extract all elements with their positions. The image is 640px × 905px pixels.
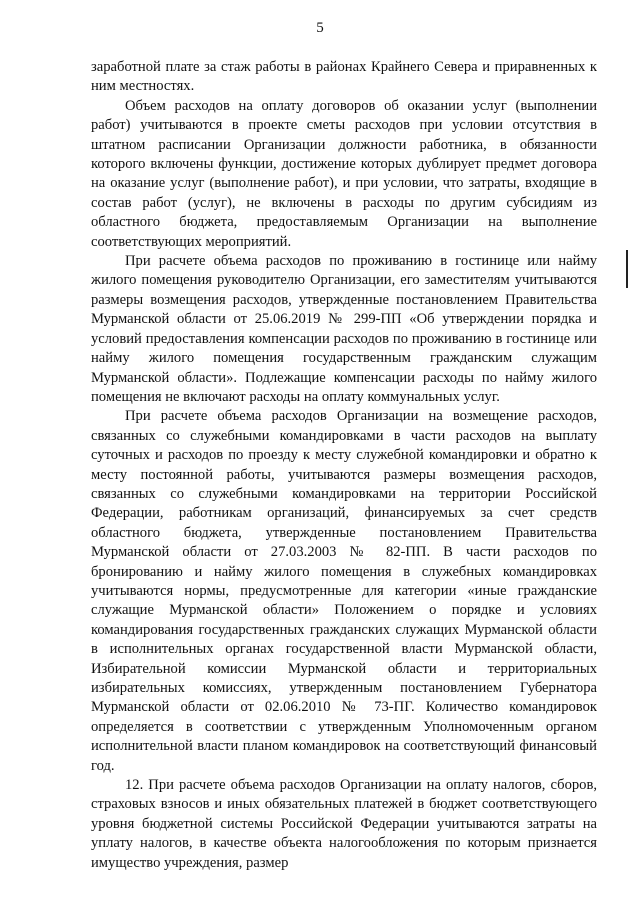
paragraph: 12. При расчете объема расходов Организации на оплату налогов, сборов, страховых взносов и иных обязательных платежей в бюджет соответствующего уровня бюджетной системы Российской Федерации учитываются затраты на уплату налогов, в качестве объекта налогообложения по которым признается имущество учреждения, размер [91, 777, 597, 871]
paragraph: При расчете объема расходов по проживанию в гостинице или найму жилого помещения руководителю Организации, его заместителям учитываются размеры возмещения расходов, утвержденные постановлением Правительства Мурманской области от 25.06.2019 № 299-ПП «Об утверждении порядка и условий предоставления компенсации расходов по проживанию в гостинице или найму жилого помещения государственным гражданским служащим Мурманской области». Подлежащие компенсации расходы по найму жилого помещения не включают расходы на оплату коммунальных услуг. [91, 253, 597, 405]
document-body [91, 58, 597, 873]
paragraph: Объем расходов на оплату договоров об оказании услуг (выполнении работ) учитываются в проекте сметы расходов при условии отсутствия в штатном расписании Организации должности работника, в обязанности которого включены функции, достижение которых дублирует предмет договора на оказание услуг (выполнение работ), и при условии, что затраты, входящие в состав работ (услуг), не включены в расходы по другим субсидиям из областного бюджета, предоставляемым Организации на выполнение соответствующих мероприятий. [91, 97, 597, 250]
paragraph: При расчете объема расходов Организации на возмещение расходов, связанных со служебными командировками в части расходов на выплату суточных и расходов по проезду к месту служебной командировки и обратно к месту постоянной работы, учитываются размеры возмещения расходов, связанных со служебными командировками на территории Российской Федерации, работникам организаций, финансируемых за счет средств областного бюджета, утвержденные постановлением Правительства Мурманской области от 27.03.2003 № 82-ПП. В части расходов по бронированию и найму жилого помещения в служебных командировках учитываются нормы, предусмотренные для категории «иные гражданские служащие Мурманской области» Положением о порядке и условиях командирования государственных гражданских служащих Мурманской области в исполнительных органах государственной власти Мурманской области, Избирательной комиссии Мурманской области и территориальных избирательных комиссиях, утвержденным постановлением Губернатора Мурманской области от 02.06.2010 № 73-ПГ. Количество командировок определяется в соответствии с утвержденным Уполномоченным органом исполнительной власти планом командировок на соответствующий финансовый год. [91, 408, 597, 774]
paragraph: заработной плате за стаж работы в районах Крайнего Севера и приравненных к ним местностях. [91, 59, 597, 95]
page-number: 5 [316, 20, 324, 36]
scan-margin-mark [626, 250, 628, 288]
